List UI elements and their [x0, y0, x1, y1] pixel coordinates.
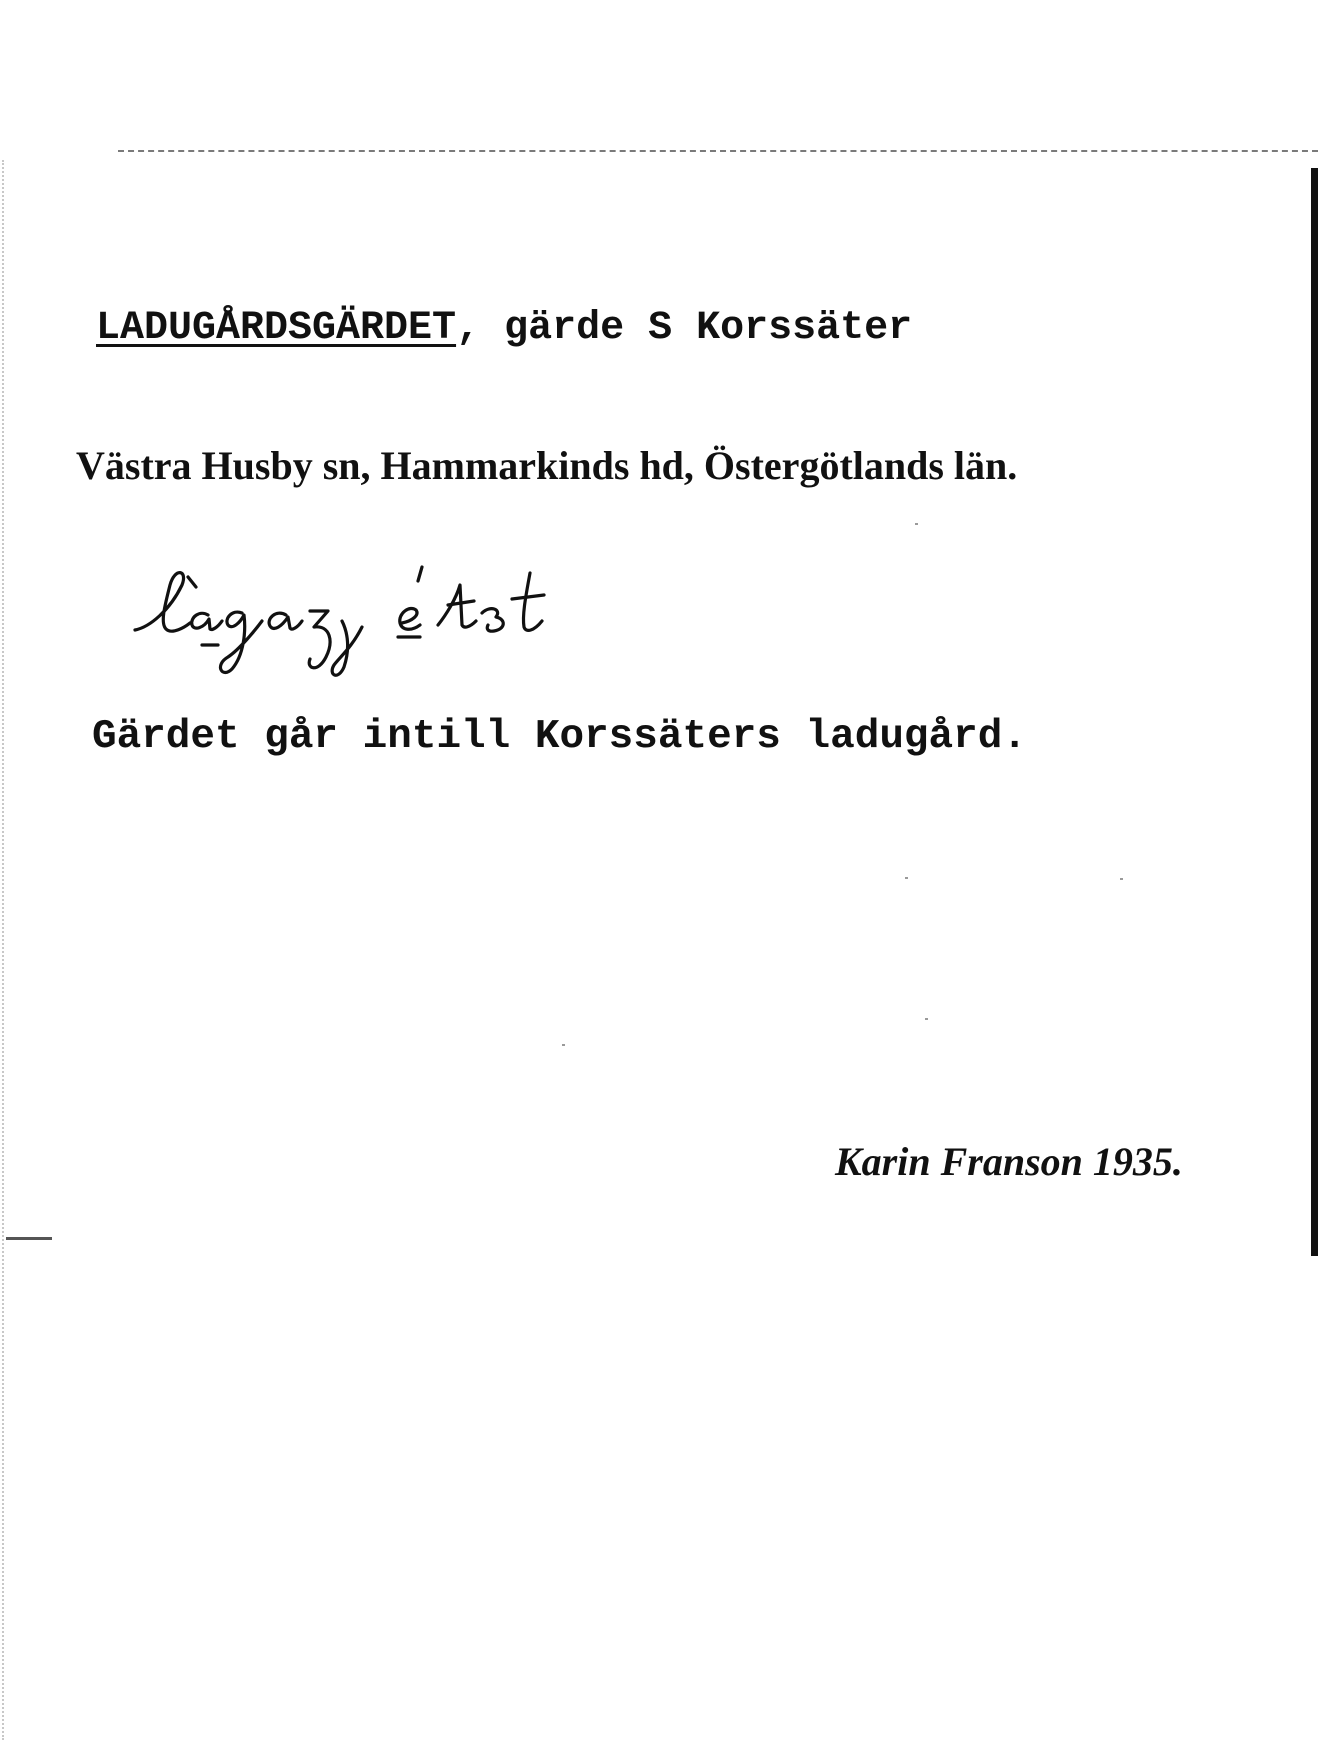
scan-edge-mark — [6, 1237, 52, 1240]
scan-speck — [1120, 878, 1123, 880]
headword: LADUGÅRDSGÄRDET — [96, 306, 457, 351]
headword-rest: , gärde S Korssäter — [456, 306, 913, 351]
title-line — [96, 306, 912, 351]
scan-speck — [562, 1044, 565, 1046]
handwritten-pronunciation — [130, 565, 630, 695]
card-top-border — [118, 150, 1318, 152]
description: Gärdet går intill Korssäters ladugård. — [92, 714, 1027, 760]
location-line: Västra Husby sn, Hammarkinds hd, Östergötlands län. — [76, 443, 1018, 488]
scan-edge-speckles — [2, 160, 14, 1740]
scan-speck — [905, 877, 908, 879]
scan-speck — [925, 1018, 928, 1020]
scan-speck — [915, 523, 918, 525]
card-right-border — [1311, 168, 1318, 1256]
signature: Karin Franson 1935. — [835, 1139, 1183, 1184]
